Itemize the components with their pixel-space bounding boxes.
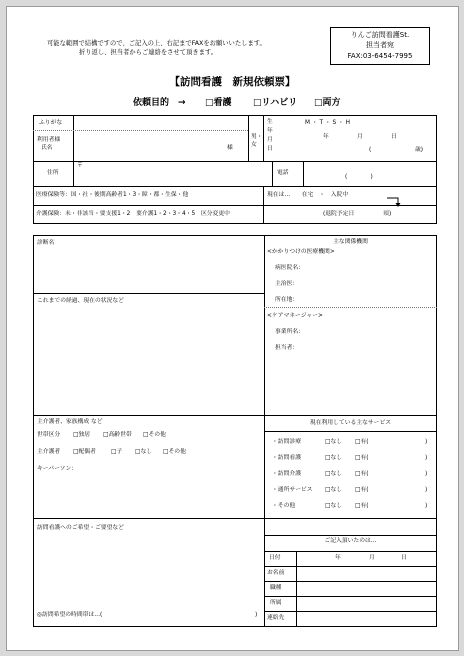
birth-year-unit: 年: [323, 134, 329, 140]
writer-contact-field[interactable]: [297, 612, 436, 626]
writer-affiliation-field[interactable]: [297, 597, 436, 610]
age-unit: 歳): [415, 147, 424, 153]
patient-name-label-1: 利用者様: [37, 137, 61, 143]
form-title: 【訪問看護 新規依頼票】: [169, 76, 296, 88]
service-row-label: ・訪問介護: [272, 471, 301, 477]
purpose-label: 依頼目的 →: [133, 98, 186, 108]
honorific-label: 様: [227, 145, 233, 151]
writer-date-year: 年: [335, 555, 341, 561]
birth-label-3: 月: [267, 137, 273, 143]
birth-label-2: 年: [267, 128, 273, 134]
visit-time-label: ◎訪問希望の時間帯は…(: [37, 612, 103, 618]
physician-label: 主治医：: [275, 281, 299, 287]
history-label: これまでの経過、現在の状況など: [37, 298, 124, 304]
notice-line-1: 可能な範囲で結構ですので、ご記入の上、右記までFAXをお願いいたします。: [47, 40, 266, 47]
writer-date-label: 日付: [269, 555, 281, 561]
service-none-checkbox[interactable]: □なし: [325, 503, 343, 509]
writer-affiliation-label: 所属: [270, 600, 282, 606]
writer-name-field[interactable]: [297, 567, 436, 580]
care-insurance-options[interactable]: 介護保険：未・非該当・要支援1・2 要介護1・2・3・4・5 区分変更中: [36, 211, 230, 217]
household-label: 世帯区分: [37, 432, 61, 438]
service-yes-checkbox[interactable]: □有(: [355, 487, 369, 493]
office-fax: FAX:03-6454-7995: [347, 52, 413, 60]
writer-title: ご記入頂いたのは…: [324, 538, 377, 544]
history-field[interactable]: [34, 307, 263, 413]
caregiver-child-checkbox[interactable]: □子: [111, 449, 123, 455]
caregiver-other-checkbox[interactable]: □その他: [163, 449, 186, 455]
address-field[interactable]: [74, 162, 271, 185]
service-yes-checkbox[interactable]: □有(: [355, 503, 369, 509]
notice-line-2: 折り返し、担当者からご連絡をさせて頂きます。: [79, 49, 218, 56]
patient-name-field[interactable]: [74, 131, 224, 160]
cm-person-label: 担当者：: [275, 345, 299, 351]
service-none-checkbox[interactable]: □なし: [325, 487, 343, 493]
caregiver-none-checkbox[interactable]: □なし: [135, 449, 153, 455]
office-attention: 担当者宛: [366, 41, 394, 49]
purpose-rehab-checkbox[interactable]: □リハビリ: [253, 98, 298, 108]
birth-label-4: 日: [267, 146, 273, 152]
agencies-title: 主な関係機関: [333, 239, 368, 245]
office-contact-box: [330, 27, 430, 65]
phone-label: 電話: [277, 170, 289, 176]
service-none-checkbox[interactable]: □なし: [325, 471, 343, 477]
service-yes-checkbox[interactable]: □有(: [355, 455, 369, 461]
service-none-checkbox[interactable]: □なし: [325, 439, 343, 445]
service-close: ): [425, 471, 428, 477]
current-status-options[interactable]: 現在は… 在宅 ・ 入院中: [267, 192, 349, 198]
household-other-checkbox[interactable]: □その他: [143, 432, 166, 438]
diagnosis-field[interactable]: [34, 249, 263, 292]
caregiver-label: 主介護者、家族構成 など: [37, 419, 103, 425]
furigana-field[interactable]: [74, 116, 247, 129]
service-yes-checkbox[interactable]: □有(: [355, 439, 369, 445]
furigana-label: ふりがな: [39, 120, 63, 126]
caremanager-section-label: <ケアマネージャー>: [267, 313, 323, 319]
hospital-label: 病医院名：: [275, 265, 304, 271]
household-single-checkbox[interactable]: □独居: [73, 432, 91, 438]
writer-contact-label: 連絡先: [267, 615, 285, 621]
postal-mark: 〒: [77, 163, 83, 169]
diagnosis-label: 診断名: [37, 240, 55, 246]
service-yes-checkbox[interactable]: □有(: [355, 471, 369, 477]
referral-form-sheet: [6, 6, 459, 651]
cm-office-label: 事業所名：: [275, 329, 304, 335]
keyperson-label: キーパーソン：: [37, 466, 78, 472]
phone-field[interactable]: ( ): [345, 174, 373, 180]
household-elderly-checkbox[interactable]: □高齢世帯: [103, 432, 132, 438]
service-row-label: ・訪問看護: [272, 455, 301, 461]
services-title: 現在利用している主なサービス: [309, 420, 392, 426]
wishes-field[interactable]: [34, 535, 263, 605]
era-selector[interactable]: M ・ T ・ S ・ H: [305, 120, 351, 126]
service-close: ): [425, 503, 428, 509]
service-close: ): [425, 487, 428, 493]
main-caregiver-label: 主介護者: [37, 449, 61, 455]
service-close: ): [425, 439, 428, 445]
writer-date-month: 月: [369, 555, 375, 561]
service-close: ): [425, 455, 428, 461]
birth-day-unit: 日: [391, 134, 397, 140]
service-row-label: ・その他: [272, 503, 296, 509]
birth-label-1: 生: [267, 119, 273, 125]
arrow-down-icon: [387, 193, 401, 203]
writer-job-label: 職種: [270, 585, 282, 591]
address-label: 住所: [47, 170, 59, 176]
age-paren-open: (: [369, 147, 372, 153]
birth-month-unit: 月: [357, 134, 363, 140]
visit-time-close: ): [255, 612, 258, 618]
caregiver-spouse-checkbox[interactable]: □配偶者: [73, 449, 96, 455]
service-none-checkbox[interactable]: □なし: [325, 455, 343, 461]
sex-selector[interactable]: 男・女: [251, 134, 263, 148]
writer-name-label: お名前: [267, 570, 285, 576]
writer-job-field[interactable]: [297, 582, 436, 595]
writer-date-day: 日: [401, 555, 407, 561]
service-row-label: ・通所サービス: [272, 487, 313, 493]
discharge-date-field[interactable]: (退院予定日 頃): [323, 211, 392, 217]
doctor-section-label: <かかりつけの医療機関>: [267, 249, 335, 255]
location-label: 所在地：: [275, 297, 299, 303]
service-row-label: ・訪問診療: [272, 439, 301, 445]
wishes-label: 訪問看護へのご希望・ご要望など: [37, 525, 124, 531]
office-name: りんご訪問看護St.: [350, 31, 410, 39]
purpose-nursing-checkbox[interactable]: □看護: [205, 98, 232, 108]
purpose-both-checkbox[interactable]: □両方: [314, 98, 341, 108]
patient-name-label-2: 氏名: [41, 145, 53, 151]
medical-insurance-options[interactable]: 医療保険等：国・社・後期高齢者1・3・障・都・生保・他: [36, 192, 189, 198]
